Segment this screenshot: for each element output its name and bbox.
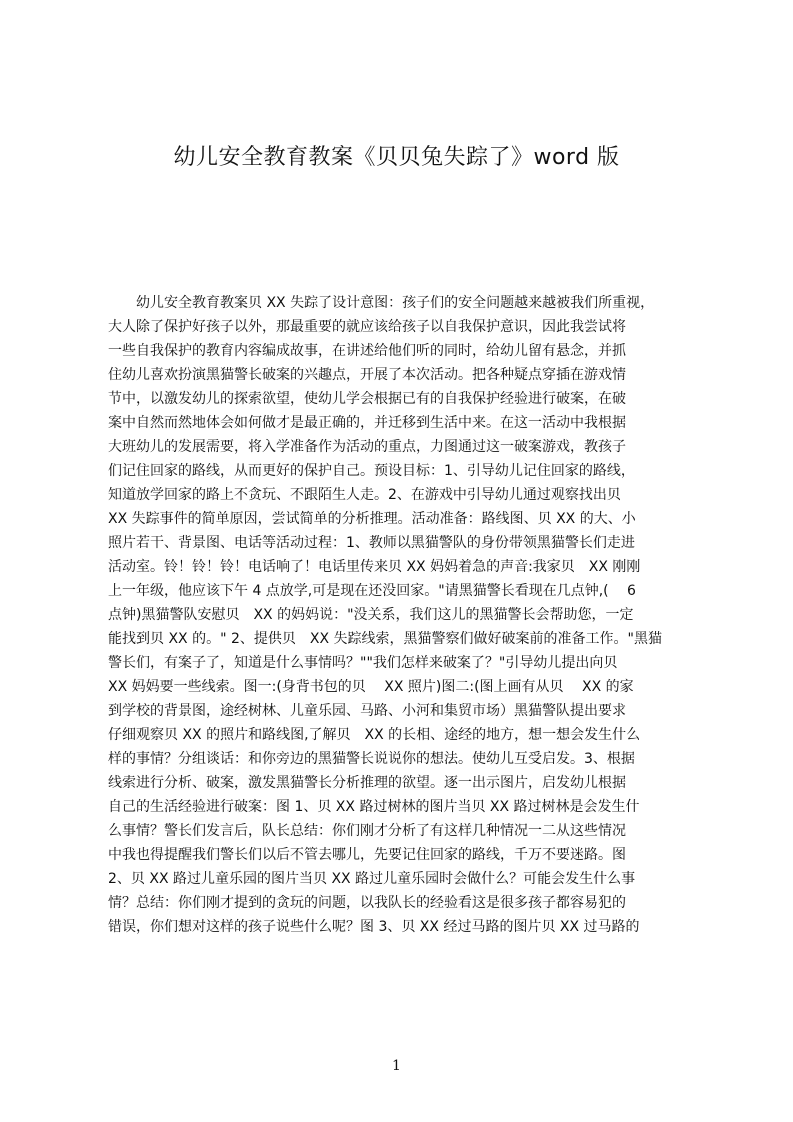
body-line: 能找到贝 XX 的。" 2、提供贝 XX 失踪线索，黑猫警察们做好破案前的准备工作。"黑猫: [108, 631, 662, 647]
body-line: 大人除了保护好孩子以外，那最重要的就应该给孩子以自我保护意识，因此我尝试将: [108, 319, 626, 335]
body-line: 照片若干、背景图、电话等活动过程：1、教师以黑猫警队的身份带领黑猫警长们走进: [108, 535, 635, 551]
body-line: 样的事情？分组谈话：和你旁边的黑猫警长说说你的想法。使幼儿互受启发。3、根据: [108, 751, 635, 767]
body-line: 们记住回家的路线，从而更好的保护自己。预设目标：1、引导幼儿记住回家的路线，: [108, 463, 635, 479]
body-line: 仔细观察贝 XX 的照片和路线图,了解贝 XX 的长相、途经的地方，想一想会发生什么: [108, 727, 641, 743]
body-line: 情？总结：你们刚才提到的贪玩的问题，以我队长的经验看这是很多孩子都容易犯的: [108, 895, 626, 911]
body-line: 到学校的背景图，途经树林、儿童乐园、马路、小河和集贸市场）黑猫警队提出要求: [108, 703, 626, 719]
body-line: 案中自然而然地体会如何做才是最正确的，并迁移到生活中来。在这一活动中我根据: [108, 415, 626, 431]
body-line: 一些自我保护的教育内容编成故事，在讲述给他们听的同时，给幼儿留有悬念，并抓: [108, 343, 626, 359]
body-line: 大班幼儿的发展需要，将入学准备作为活动的重点，力图通过这一破案游戏，教孩子: [108, 439, 626, 455]
body-line: 节中，以激发幼儿的探索欲望，使幼儿学会根据已有的自我保护经验进行破案，在破: [108, 391, 626, 407]
body-line: XX 妈妈要一些线索。图一:(身背书包的贝 XX 照片)图二:(图上画有从贝 XX 的家: [108, 679, 634, 695]
body-line: 中我也得提醒我们警长们以后不管去哪儿，先要记住回家的路线，千万不要迷路。图: [108, 847, 626, 863]
body-line: 上一年级，他应该下午 4 点放学,可是现在还没回家。"请黑猫警长看现在几点钟,( 6: [108, 583, 636, 599]
body-line: 线索进行分析、破案，激发黑猫警长分析推理的欲望。逐一出示图片，启发幼儿根据: [108, 775, 626, 791]
body-line: 知道放学回家的路上不贪玩、不跟陌生人走。2、在游戏中引导幼儿通过观察找出贝: [108, 487, 621, 503]
body-line: 么事情？警长们发言后，队长总结：你们刚才分析了有这样几种情况一二从这些情况: [108, 823, 626, 839]
body-line: 住幼儿喜欢扮演黑猫警长破案的兴趣点，开展了本次活动。把各种疑点穿插在游戏情: [108, 367, 626, 383]
body-line: 2、贝 XX 路过儿童乐园的图片当贝 XX 路过儿童乐园时会做什么？可能会发生什么事: [108, 871, 636, 887]
body-line: XX 失踪事件的简单原因，尝试简单的分析推理。活动准备：路线图、贝 XX 的大、小: [108, 511, 636, 527]
body-line: 错误，你们想对这样的孩子说些什么呢？图 3、贝 XX 经过马路的图片贝 XX 过马路的: [108, 919, 640, 935]
body-line: 幼儿安全教育教案贝 XX 失踪了设计意图：孩子们的安全问题越来越被我们所重视，: [108, 295, 655, 311]
body-line: 活动室。铃！铃！铃！电话响了！电话里传来贝 XX 妈妈着急的声音:我家贝 XX 刚刚: [108, 559, 641, 575]
body-line: 警长们，有案子了，知道是什么事情吗？""我们怎样来破案了？"引导幼儿提出向贝: [108, 655, 618, 671]
body-line: 点钟)黑猫警队安慰贝 XX 的妈妈说："没关系，我们这儿的黑猫警长会帮助您，一定: [108, 607, 634, 623]
page-number: 1: [392, 1058, 401, 1074]
document-title: 幼儿安全教育教案《贝贝兔失踪了》word 版: [173, 145, 620, 170]
document-body: [108, 291, 698, 939]
body-line: 自己的生活经验进行破案：图 1、贝 XX 路过树林的图片当贝 XX 路过树林是会发生什: [108, 799, 640, 815]
